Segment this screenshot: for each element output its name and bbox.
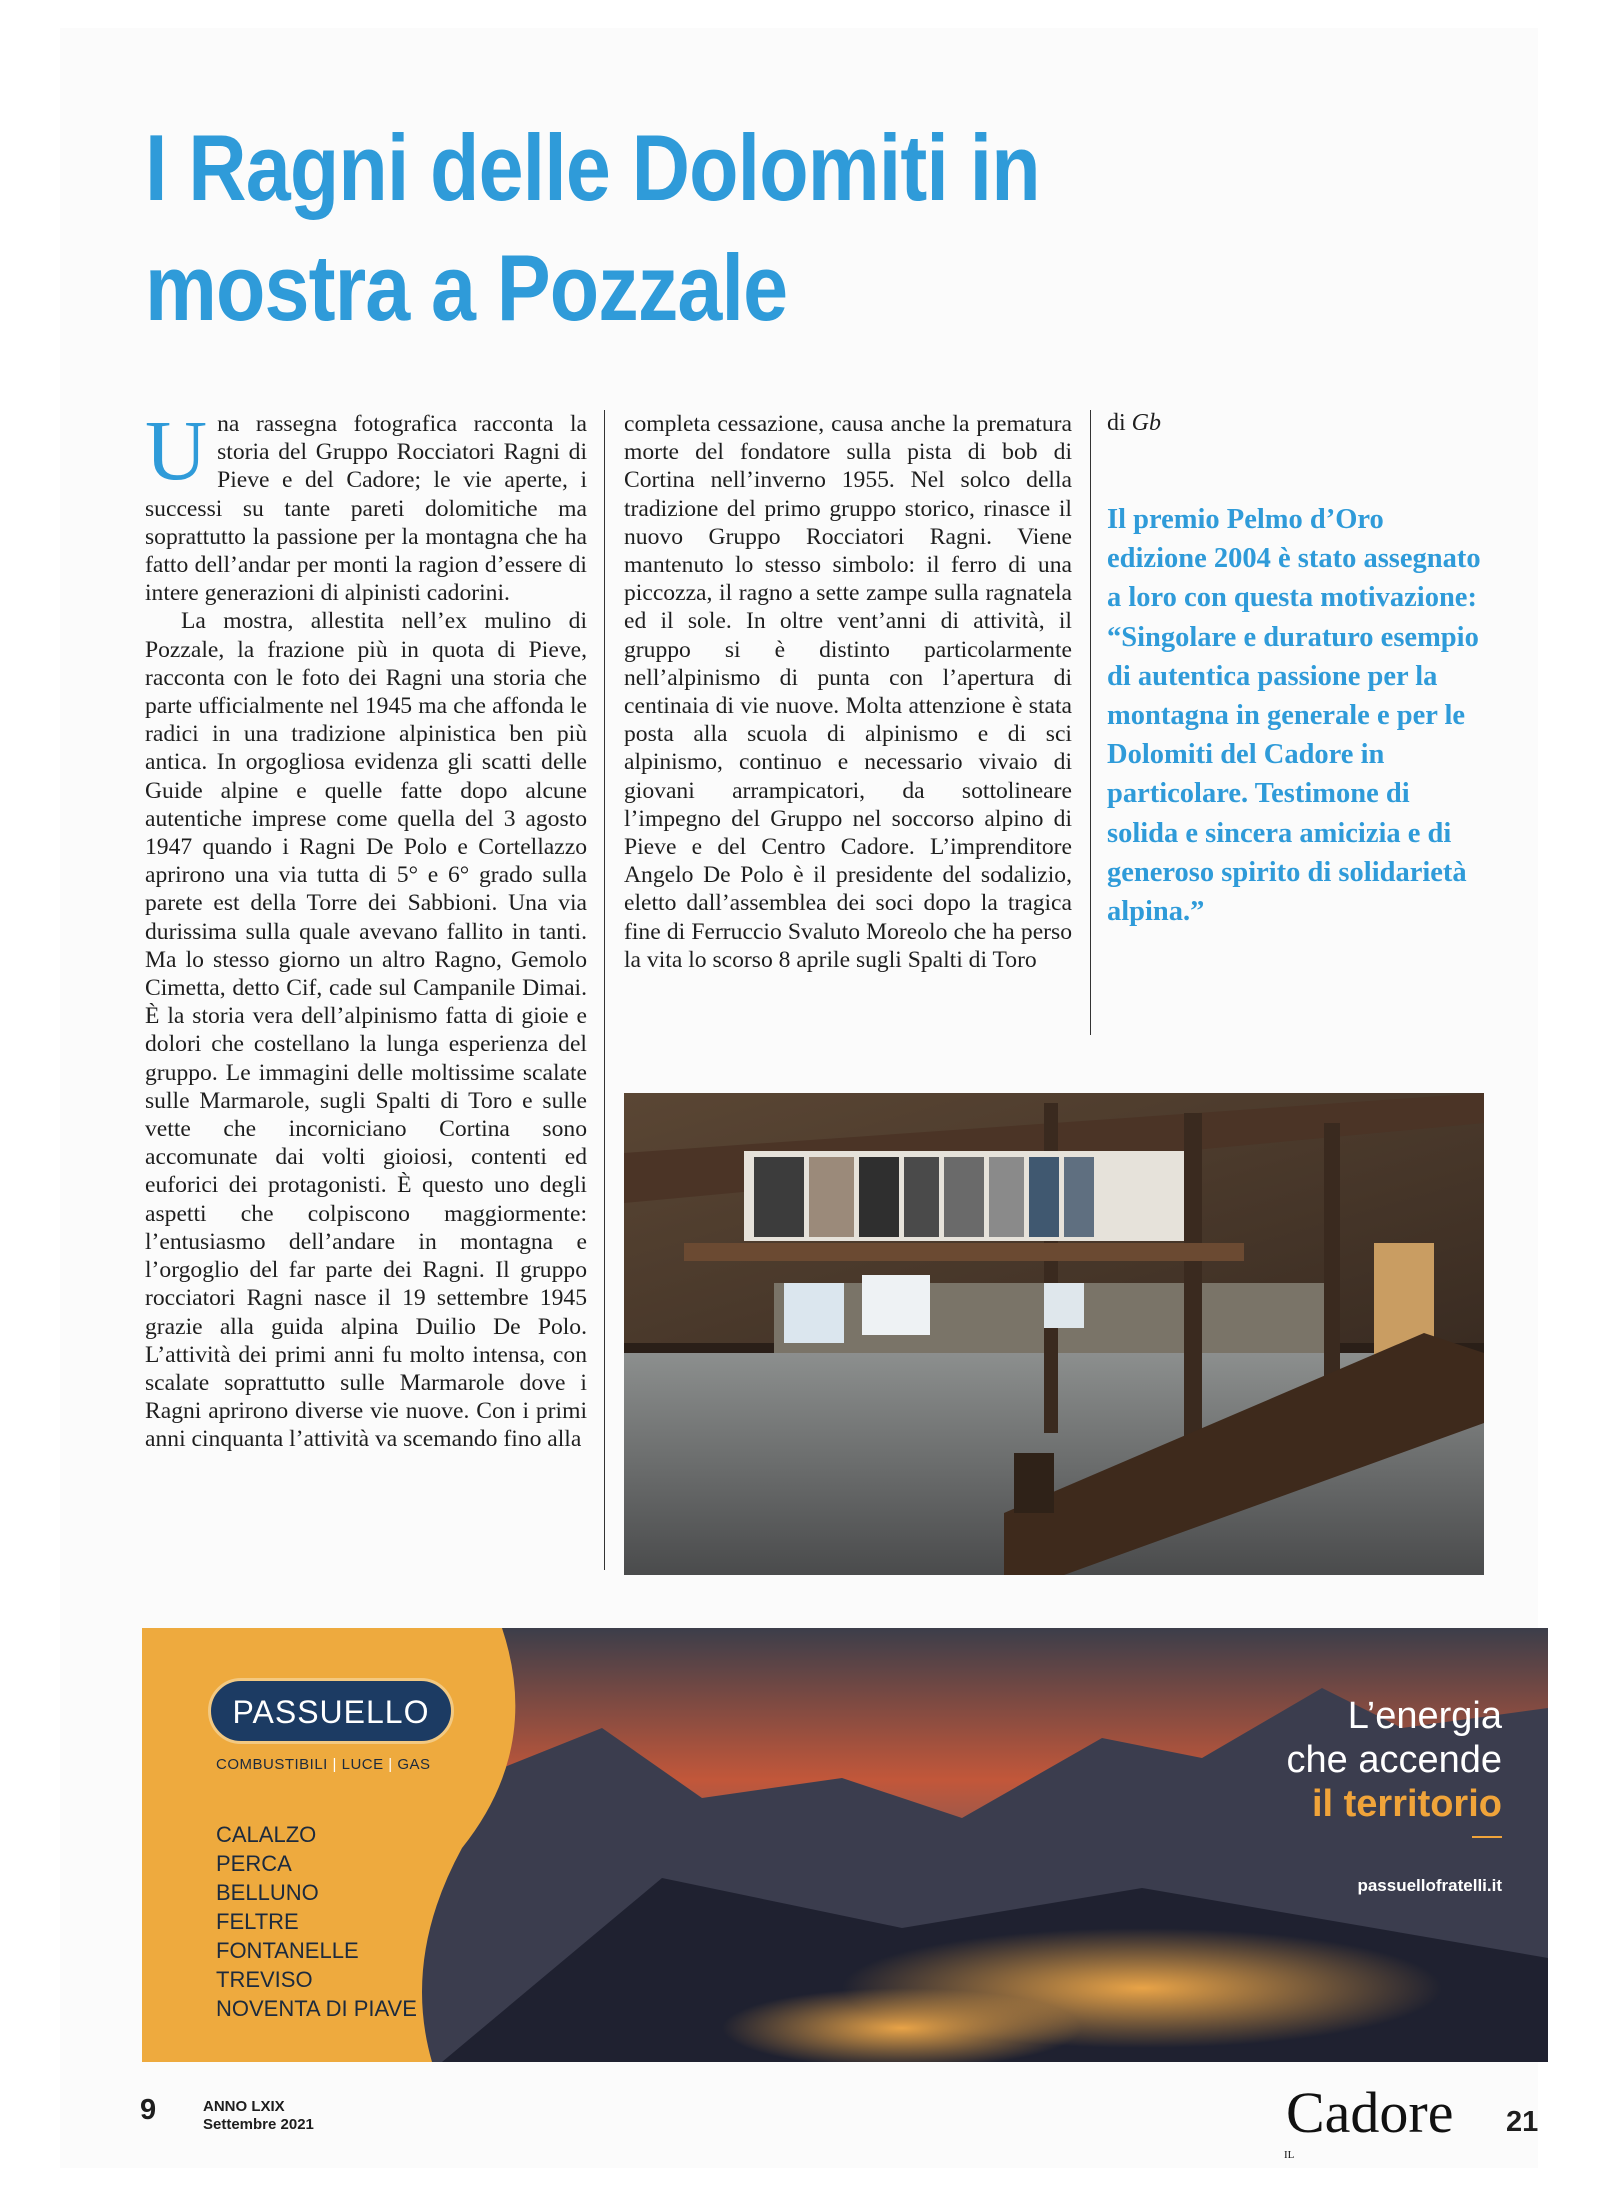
ad-slogan: [1287, 1694, 1503, 1838]
article-column-1: [145, 402, 587, 1454]
article-title: I Ragni delle Dolomiti in mostra a Pozzale: [145, 115, 1040, 340]
masthead-prefix: IL: [1284, 2149, 1295, 2161]
page-number-left: 9: [140, 2094, 157, 2126]
slogan-line-1: L’energia: [1347, 1695, 1502, 1737]
photo-display-strip: [744, 1151, 1184, 1241]
brand-logo: [208, 1678, 454, 1744]
issue-year: ANNO LXIX: [203, 2098, 285, 2115]
paragraph-3: completa cessazione, causa anche la prematura morte del fondatore sulla pista di bob di Cortina nell’inverno 1955. Nel solco della tradizione del primo gruppo storico, rinasce il nuovo Gruppo Rocciatori Ragni. Viene mantenuto lo stesso simbolo: il ferro di una piccozza, il ragno a sette zampe sulla ragnatela ed il sole. In oltre vent’anni di attività, il gruppo si è distinto particolarmente nell’alpinismo di punta con l’apertura di centinaia di vie nuove. Molta attenzione è stata posta alla scuola di alpinismo e di sci alpinismo, continuo e necessario vivaio di giovani arrampicatori, da sottolineare l’impegno del Gruppo nel soccorso alpino di Pieve e del Centro Cadore. L’imprenditore Angelo De Polo è il presidente del sodalizio, eletto dall’assemblea dei soci dopo la tragica fine di Ferruccio Svaluto Moreolo che ha perso la vita lo scorso 8 aprile sugli Spalti di Toro: [624, 411, 1072, 973]
location-item: CALALZO: [216, 1822, 317, 1847]
location-item: TREVISO: [216, 1967, 313, 1992]
issue-info: [203, 2098, 314, 2134]
service-electricity: LUCE: [341, 1756, 384, 1773]
issue-date: Settembre 2021: [203, 2116, 314, 2133]
pull-quote: Il premio Pelmo d’Oro edizione 2004 è stato assegnato a loro con questa motivazione: “Singolare e duraturo esempio di autentica passione per la montagna in generale e per le Dolomiti del Cadore in particolare. Testimone di solida e sincera amicizia e di generoso spirito di solidarietà alpina.”: [1107, 504, 1481, 928]
service-gas: GAS: [397, 1756, 431, 1773]
article-column-2: [624, 410, 1072, 974]
advertisement-banner: [142, 1628, 1548, 2062]
byline-author: Gb: [1131, 410, 1162, 436]
column-divider: [604, 410, 605, 1570]
location-item: PERCA: [216, 1851, 292, 1876]
masthead-title: Cadore: [1286, 2080, 1454, 2145]
location-item: BELLUNO: [216, 1880, 319, 1905]
paragraph-2: La mostra, allestita nell’ex mulino di Pozzale, la frazione più in quota di Pieve, racconta con le foto dei Ragni una storia che parte ufficialmente nel 1945 ma che affonda le radici in una tradizione alpinistica ben più antica. In orgogliosa evidenza gli scatti delle Guide alpine e quelle fatte dopo alcune autentiche imprese come quella del 3 agosto 1947 quando i Ragni De Polo e Cortellazzo aprirono una via tutta di 5° e 6° grado sulla parete est della Torre dei Sabbioni. Una via durissima sulla quale avevano fallito in tanti. Ma lo stesso giorno un altro Ragno, Gemolo Cimetta, detto Cif, cade sul Campanile Dimai. È la storia vera dell’alpinismo fatta di gioie e dolori che costellano la lunga esperienza del gruppo. Le immagini delle moltissime scalate sulle Marmarole, sugli Spalti di Toro e sulle vette che incorniciano Cortina sono accomunate dai volti gioiosi, contenti ed euforici dei protagonisti. È questo uno degli aspetti che colpiscono maggiormente: l’entusiasmo dell’andare in montagna e l’orgoglio del far parte dei Ragni. Il gruppo rocciatori Ragni nasce il 19 settembre 1945 grazie alla guida alpina Duilio De Polo. L’attività dei primi anni fu molto intensa, con scalate soprattutto sulle Marmarole dove i Ragni aprirono diverse vie nuove. Con i primi anni cinquanta l’attività va scemando fino alla: [145, 608, 587, 1453]
location-item: FELTRE: [216, 1909, 299, 1934]
service-list: COMBUSTIBILI | LUCE | GAS: [216, 1756, 431, 1773]
ad-website: passuellofratelli.it: [1357, 1876, 1502, 1895]
brand-name: PASSUELLO: [232, 1694, 430, 1730]
slogan-dash: [1472, 1836, 1502, 1838]
service-fuel: COMBUSTIBILI: [216, 1756, 328, 1773]
location-item: FONTANELLE: [216, 1938, 359, 1963]
page-number-right: 21: [1506, 2106, 1539, 2138]
slogan-line-2: che accende: [1286, 1739, 1502, 1781]
byline-prefix: di: [1107, 410, 1126, 436]
magazine-masthead: [1284, 2080, 1454, 2161]
paragraph-1: na rassegna fotografica racconta la storia del Gruppo Rocciatori Ragni di Pieve e del Cadore; le vie aperte, i successi su tante pareti dolomitiche ma soprattutto la passione per la montagna che ha fatto dell’andar per monti la ragion d’essere di intere generazioni di alpinisti cadorini.: [145, 411, 587, 607]
byline: [1107, 410, 1161, 437]
location-item: NOVENTA DI PIAVE: [216, 1996, 417, 2021]
slogan-line-3: il territorio: [1311, 1783, 1502, 1825]
location-list: [216, 1820, 417, 2023]
drop-cap: U: [145, 402, 208, 498]
column-divider: [1090, 410, 1091, 1035]
exhibition-photo: [624, 1093, 1484, 1575]
